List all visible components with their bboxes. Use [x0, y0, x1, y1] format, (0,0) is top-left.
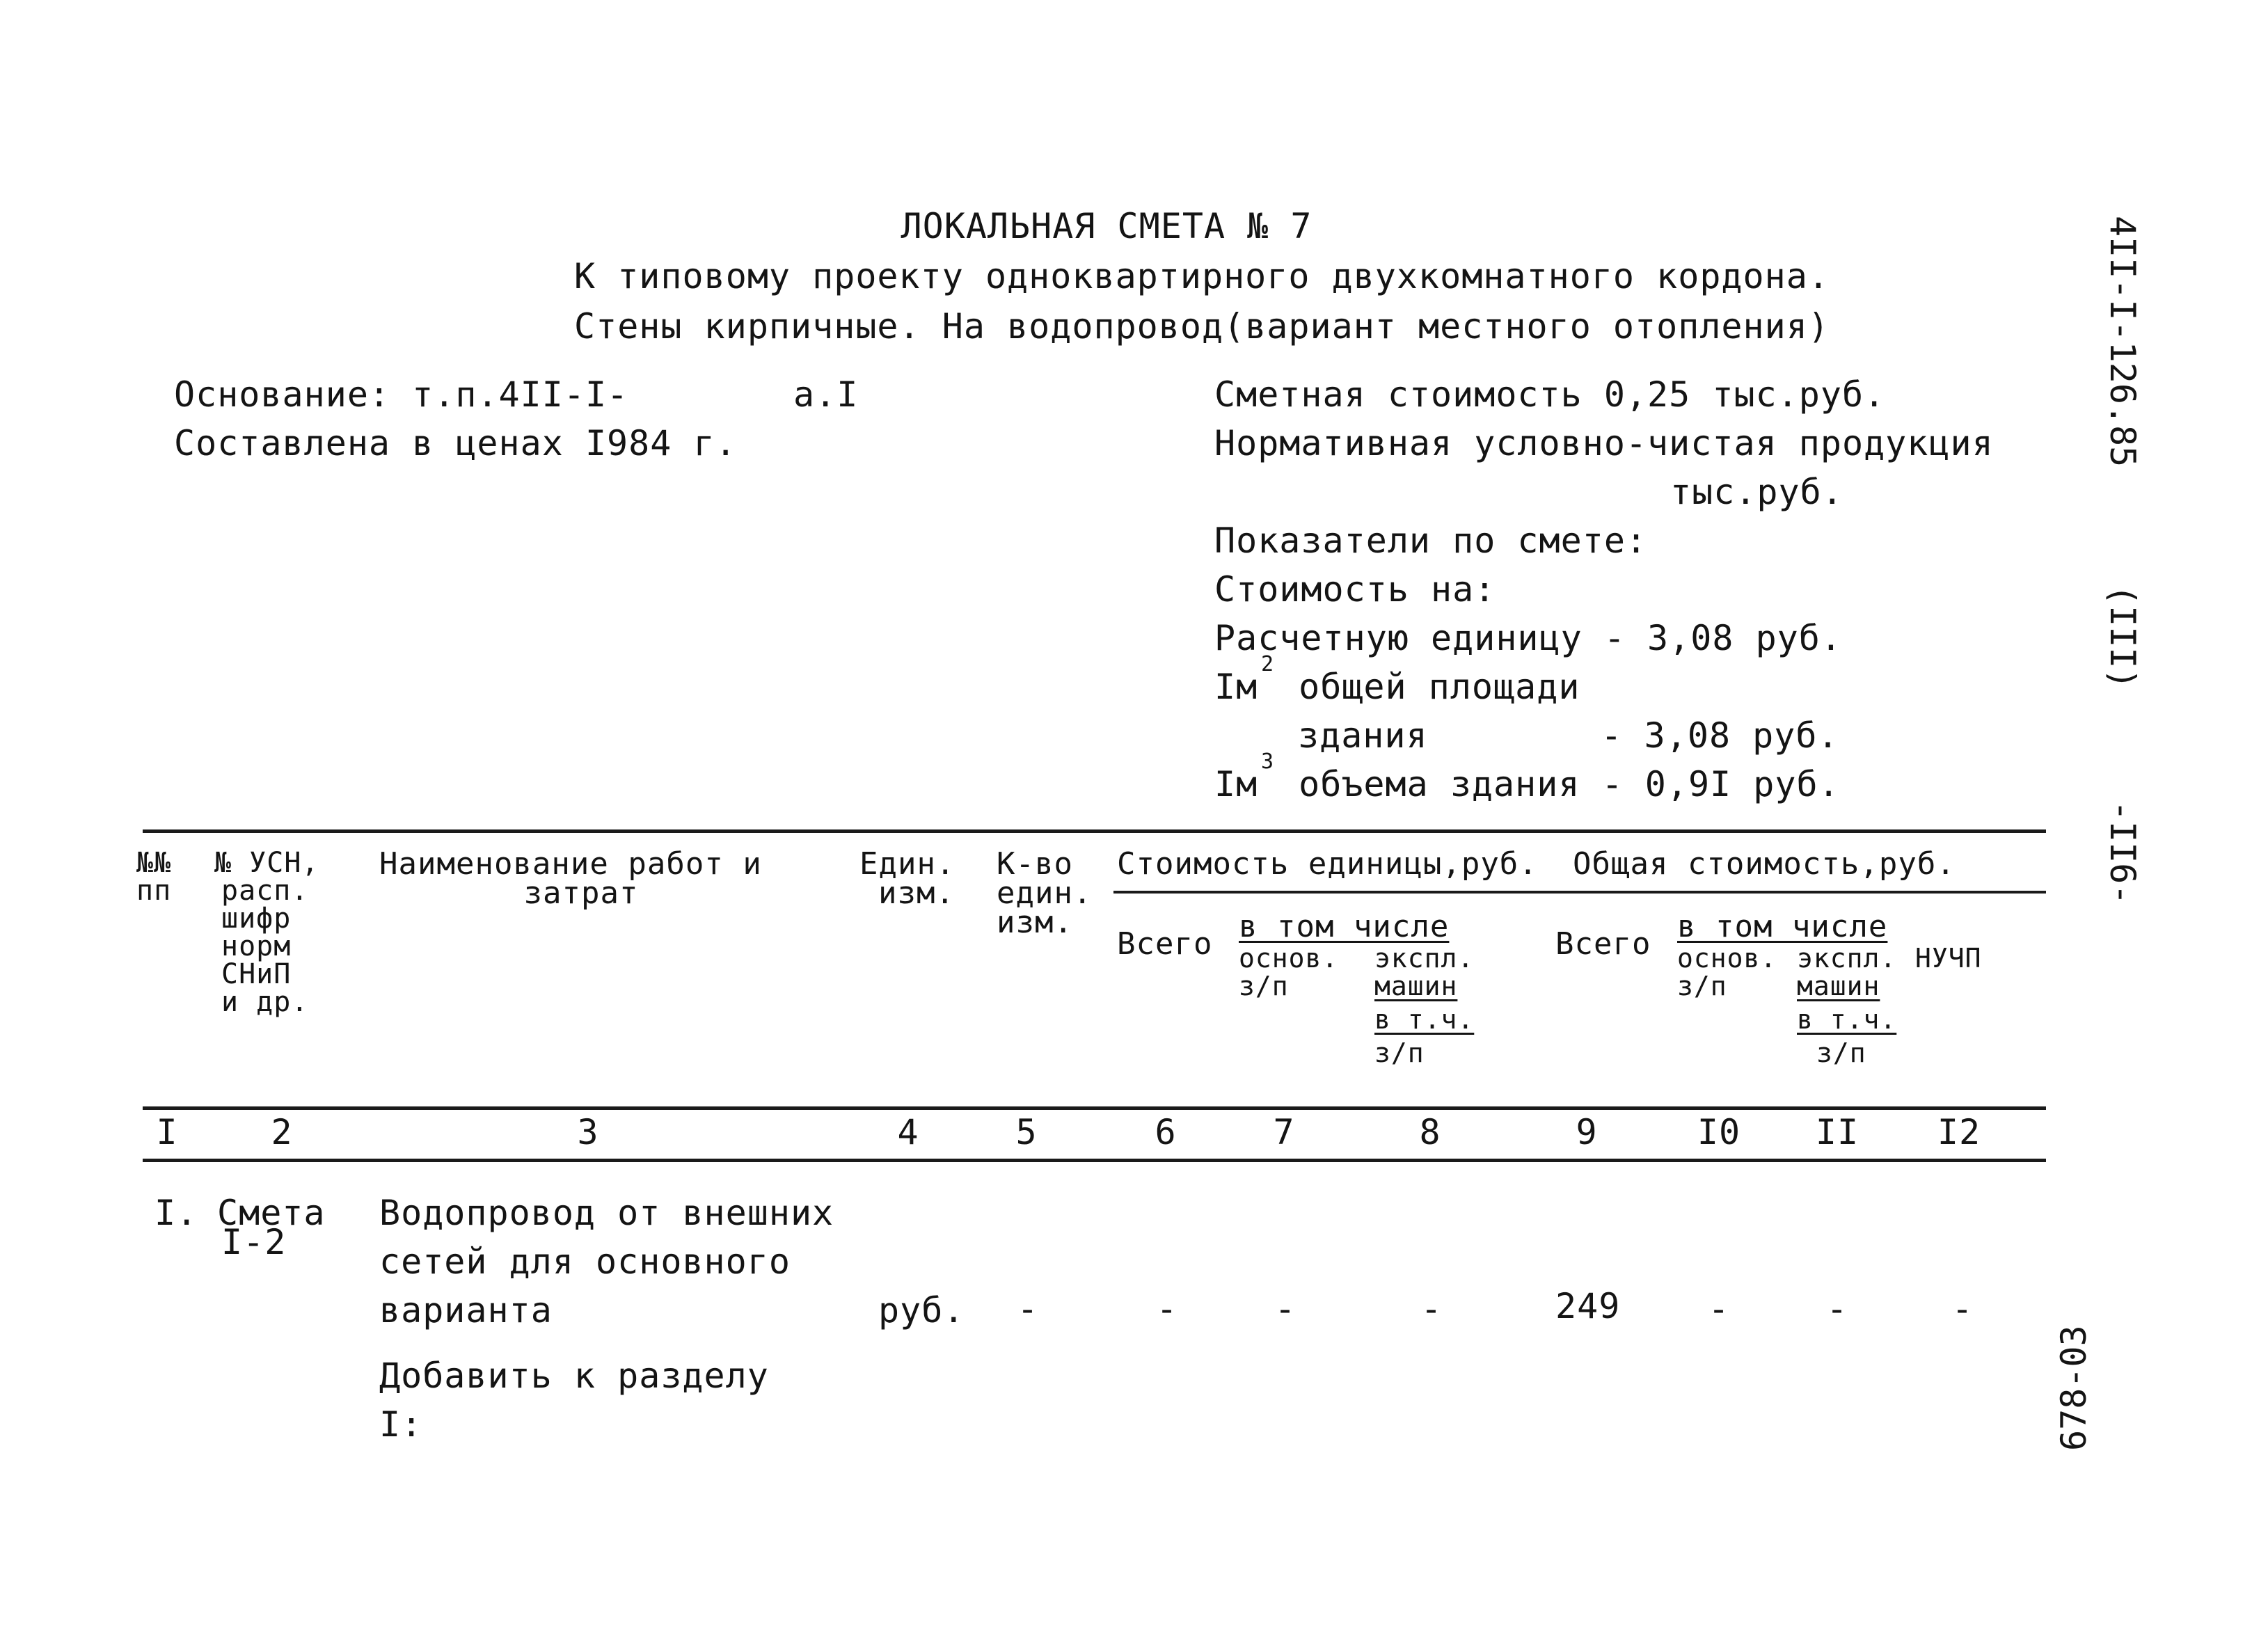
col-number-10: I0	[1697, 1112, 1741, 1152]
header-total-machines-2: машин	[1797, 971, 1880, 1001]
row-unit: руб.	[878, 1290, 965, 1331]
row-number: I.	[154, 1193, 198, 1233]
add-to-section-number: I:	[379, 1404, 423, 1445]
col-number-5: 5	[1015, 1112, 1038, 1152]
header-unit-incl: в том числе	[1239, 909, 1450, 944]
header-unit-base-wage: основ.	[1239, 943, 1339, 974]
volume-exponent: 3	[1261, 749, 1274, 774]
header-col4-line2: изм.	[878, 875, 955, 911]
header-bottom-rule	[143, 1106, 2046, 1110]
document-subtitle-1: К типовому проекту одноквартирного двухкомнатного кордона.	[574, 256, 1830, 296]
header-total-machines-4: з/п	[1816, 1038, 1866, 1068]
header-total-all: Всего	[1555, 926, 1651, 962]
add-to-section-label: Добавить к разделу	[379, 1356, 769, 1396]
document-title: ЛОКАЛЬНАЯ СМЕТА № 7	[901, 206, 1313, 246]
numbers-bottom-rule	[143, 1159, 2046, 1162]
header-nuchp: НУЧП	[1915, 943, 1982, 974]
header-col2-line2: расп.	[221, 875, 309, 907]
row-code-line2: I-2	[221, 1222, 287, 1262]
page-number: -II6-	[2102, 800, 2143, 905]
col-number-3: 3	[577, 1112, 599, 1152]
row-qty: -	[1017, 1289, 1039, 1329]
row-total: 249	[1555, 1286, 1621, 1326]
header-unit-machines-4: з/п	[1374, 1038, 1425, 1068]
header-total-incl: в том числе	[1677, 909, 1888, 944]
header-col5-line2: един.	[997, 875, 1093, 911]
basis-label: Основание: т.п.4II-I-	[174, 374, 629, 415]
header-col2-line6: и др.	[221, 986, 309, 1018]
volume-cost: объема здания - 0,9I руб.	[1277, 764, 1840, 804]
header-col2-line5: СНиП	[221, 958, 292, 990]
row-unit-total: -	[1156, 1289, 1178, 1329]
normative-unit: тыс.руб.	[1670, 472, 1843, 512]
header-col3-line2: затрат	[523, 875, 639, 911]
volume-mark: (III)	[2102, 585, 2143, 690]
row-name-line2: сетей для основного	[379, 1241, 791, 1282]
header-col1-line1: №№	[136, 847, 172, 879]
col-number-4: 4	[897, 1112, 919, 1152]
col-number-7: 7	[1273, 1112, 1295, 1152]
header-total-cost: Общая стоимость,руб.	[1573, 846, 1956, 882]
header-col4-line1: Един.	[859, 846, 955, 882]
bottom-code: 678-03	[2054, 1325, 2094, 1451]
row-unit-wage: -	[1274, 1289, 1296, 1329]
col-number-9: 9	[1576, 1112, 1598, 1152]
prices-year: Составлена в ценах I984 г.	[174, 423, 737, 463]
header-col2-line4: норм	[221, 930, 292, 962]
cost-group-rule	[1113, 891, 2046, 894]
col-number-12: I2	[1937, 1112, 1981, 1152]
header-unit-machines-2: машин	[1374, 971, 1458, 1001]
row-name-line3: варианта	[379, 1290, 553, 1331]
header-total-machines-3: в т.ч.	[1797, 1004, 1897, 1035]
header-unit-machines-3: в т.ч.	[1374, 1004, 1475, 1035]
volume-unit: Iм	[1214, 764, 1258, 804]
header-unit-machines-1: экспл.	[1374, 943, 1475, 974]
basis-suffix: а.I	[793, 374, 859, 415]
document-subtitle-2: Стены кирпичные. На водопровод(вариант местного отопления)	[574, 306, 1830, 347]
header-total-base-wage: основ.	[1677, 943, 1777, 974]
row-code-line1: Смета	[217, 1193, 326, 1233]
doc-code: 4II-I-126.85	[2102, 216, 2143, 468]
estimated-cost: Сметная стоимость 0,25 тыс.руб.	[1214, 374, 1886, 415]
header-unit-base-wage-2: з/п	[1239, 971, 1289, 1001]
area-unit: Iм	[1214, 667, 1258, 707]
row-unit-machines: -	[1420, 1289, 1443, 1329]
table-top-rule	[143, 829, 2046, 833]
row-nuchp: -	[1951, 1289, 1974, 1329]
header-col2-line3: шифр	[221, 903, 292, 935]
area-label: общей площади	[1277, 667, 1580, 707]
row-total-wage: -	[1708, 1289, 1730, 1329]
normative-product: Нормативная условно-чистая продукция	[1214, 423, 1994, 463]
indicators-label: Показатели по смете:	[1214, 521, 1648, 561]
header-col5-line1: К-во	[997, 846, 1073, 882]
col-number-1: I	[156, 1112, 178, 1152]
area-exponent: 2	[1261, 652, 1274, 676]
row-name-line1: Водопровод от внешних	[379, 1193, 834, 1233]
cost-per-unit: Расчетную единицу - 3,08 руб.	[1214, 618, 1842, 658]
header-total-machines-1: экспл.	[1797, 943, 1897, 974]
header-col2-line1: № УСН,	[214, 847, 319, 879]
header-col5-line3: изм.	[997, 905, 1073, 940]
header-unit-all: Всего	[1117, 926, 1213, 962]
col-number-2: 2	[271, 1112, 293, 1152]
col-number-11: II	[1815, 1112, 1859, 1152]
area-cost: здания - 3,08 руб.	[1298, 715, 1839, 756]
header-col1-line2: пп	[136, 875, 172, 907]
row-total-machines: -	[1826, 1289, 1848, 1329]
header-total-base-wage-2: з/п	[1677, 971, 1727, 1001]
header-unit-cost: Стоимость единицы,руб.	[1117, 846, 1538, 882]
header-col3-line1: Наименование работ и	[379, 846, 762, 882]
col-number-8: 8	[1419, 1112, 1441, 1152]
col-number-6: 6	[1155, 1112, 1177, 1152]
cost-on-label: Стоимость на:	[1214, 569, 1496, 610]
